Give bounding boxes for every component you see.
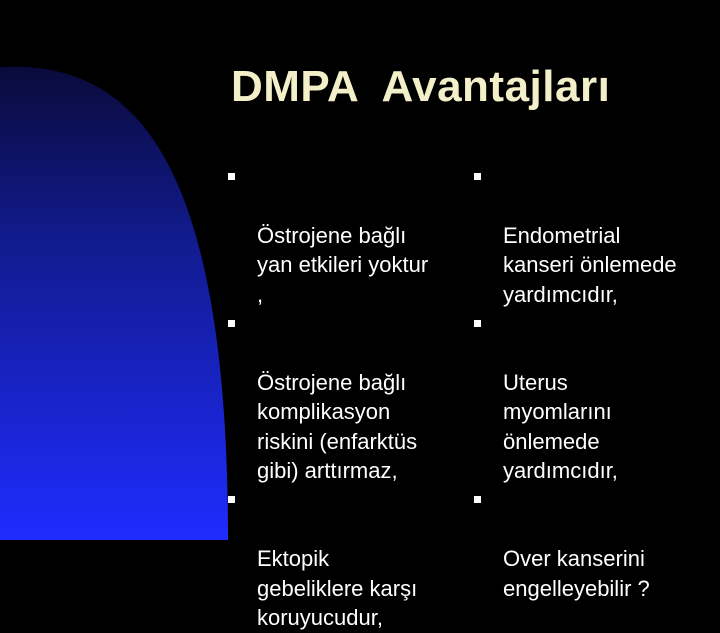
square-bullet-icon [228, 496, 235, 503]
list-item [474, 162, 699, 309]
list-item-text: Uterus myomlarını önlemede yardımcıdır, [503, 369, 618, 484]
list-item [474, 309, 699, 485]
square-bullet-icon [474, 173, 481, 180]
list-item-text: Over kanserini engelleyebilir ? [503, 546, 650, 601]
slide-title: DMPA Avantajları [231, 62, 611, 111]
list-item [228, 162, 453, 309]
square-bullet-icon [228, 320, 235, 327]
list-item [228, 485, 453, 632]
list-item-text: Ektopik gebeliklere karşı koruyucudur, [257, 546, 418, 631]
right-bullet-list [474, 162, 699, 603]
square-bullet-icon [228, 173, 235, 180]
square-bullet-icon [474, 320, 481, 327]
left-bullet-list [228, 162, 453, 633]
list-item [474, 485, 699, 603]
list-item-text: Östrojene bağlı komplikasyon riskini (enfarktüs gibi) arttırmaz, [257, 369, 418, 484]
square-bullet-icon [474, 496, 481, 503]
list-item [228, 309, 453, 485]
list-item-text: Östrojene bağlı yan etkileri yoktur , [257, 222, 429, 307]
list-item-text: Endometrial kanseri önlemede yardımcıdır, [503, 222, 677, 307]
